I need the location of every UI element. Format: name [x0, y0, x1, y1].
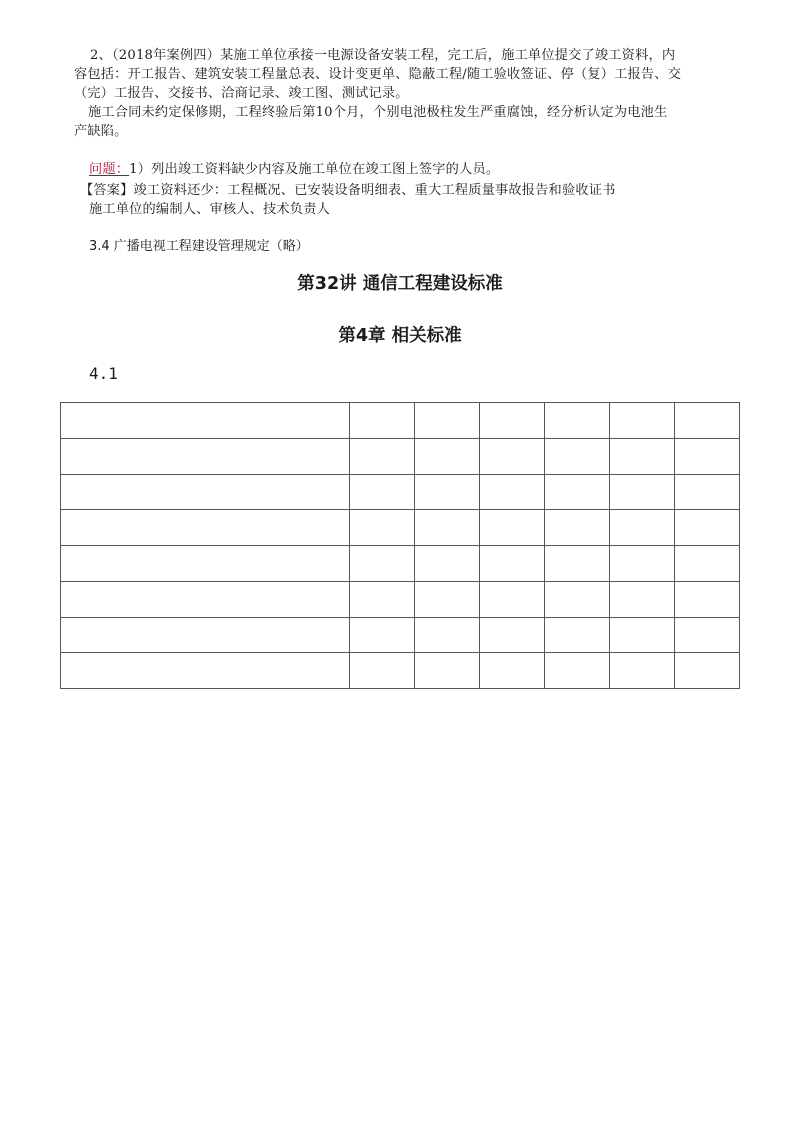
table-cell: [545, 581, 610, 617]
table-cell: [675, 438, 740, 474]
table-cell: [61, 581, 350, 617]
table-cell: [415, 438, 480, 474]
table-cell: [610, 438, 675, 474]
table-cell: [610, 474, 675, 510]
section-heading-3-4: 3.4 广播电视工程建设管理规定（略）: [89, 239, 309, 254]
table-cell: [545, 510, 610, 546]
table-cell: [610, 403, 675, 439]
contract-line-1: 施工合同未约定保修期，工程终验后第10个月，个别电池极柱发生严重腐蚀，经分析认定为电池生: [88, 105, 668, 120]
table-cell: [675, 474, 740, 510]
table-cell: [675, 546, 740, 582]
table-cell: [415, 581, 480, 617]
table-cell: [61, 438, 350, 474]
answer-line-2: 施工单位的编制人、审核人、技术负责人: [89, 202, 330, 217]
standards-table: [60, 402, 740, 689]
table-cell: [480, 546, 545, 582]
table-cell: [610, 617, 675, 653]
table-row: [61, 617, 740, 653]
table-cell: [350, 474, 415, 510]
table-cell: [415, 510, 480, 546]
table-cell: [61, 653, 350, 689]
table-cell: [350, 546, 415, 582]
table-cell: [61, 510, 350, 546]
table-cell: [610, 581, 675, 617]
table-cell: [545, 474, 610, 510]
table-cell: [415, 546, 480, 582]
question-text: 1）列出竣工资料缺少内容及施工单位在竣工图上签字的人员。: [129, 162, 500, 177]
table-row: [61, 403, 740, 439]
case-line-3: （完）工报告、交接书、洽商记录、竣工图、测试记录。: [74, 86, 409, 101]
table-cell: [350, 617, 415, 653]
table-cell: [675, 403, 740, 439]
table-cell: [480, 510, 545, 546]
table-cell: [350, 438, 415, 474]
table-cell: [61, 617, 350, 653]
table-cell: [545, 546, 610, 582]
table-cell: [480, 653, 545, 689]
table-cell: [545, 617, 610, 653]
table-cell: [545, 403, 610, 439]
table-cell: [480, 617, 545, 653]
table-cell: [610, 510, 675, 546]
table-cell: [61, 403, 350, 439]
table-cell: [545, 653, 610, 689]
table-cell: [61, 546, 350, 582]
table-cell: [480, 438, 545, 474]
table-row: [61, 546, 740, 582]
table-cell: [350, 403, 415, 439]
table-cell: [675, 653, 740, 689]
question-line: [89, 160, 499, 179]
table-row: [61, 653, 740, 689]
table-row: [61, 474, 740, 510]
table-cell: [350, 581, 415, 617]
table-cell: [480, 474, 545, 510]
table-cell: [415, 653, 480, 689]
contract-paragraph: [74, 103, 748, 141]
question-label: 问题：: [89, 162, 130, 177]
table-cell: [675, 510, 740, 546]
table-cell: [350, 653, 415, 689]
chapter-title: 第4章 相关标准: [338, 326, 462, 346]
answer-line-1: 【答案】竣工资料还少：工程概况、已安装设备明细表、重大工程质量事故报告和验收证书: [80, 183, 616, 198]
table-cell: [610, 546, 675, 582]
table-cell: [415, 474, 480, 510]
table-row: [61, 510, 740, 546]
table-cell: [415, 617, 480, 653]
table-cell: [415, 403, 480, 439]
table-row: [61, 581, 740, 617]
table-cell: [480, 581, 545, 617]
table-cell: [350, 510, 415, 546]
subsection-number: 4.1: [89, 364, 118, 383]
case-line-2: 容包括：开工报告、建筑安装工程量总表、设计变更单、隐蔽工程/随工验收签证、停（复）工报告、交: [74, 67, 682, 82]
contract-line-2: 产缺陷。: [74, 124, 128, 139]
table-cell: [675, 617, 740, 653]
case-paragraph: [74, 46, 748, 103]
table-cell: [610, 653, 675, 689]
table-cell: [675, 581, 740, 617]
lecture-title: 第32讲 通信工程建设标准: [297, 274, 503, 294]
table-cell: [61, 474, 350, 510]
table-cell: [480, 403, 545, 439]
table-cell: [545, 438, 610, 474]
table-row: [61, 438, 740, 474]
case-line-1: 2、（2018年案例四）某施工单位承接一电源设备安装工程，完工后，施工单位提交了竣工资料，内: [90, 48, 676, 63]
